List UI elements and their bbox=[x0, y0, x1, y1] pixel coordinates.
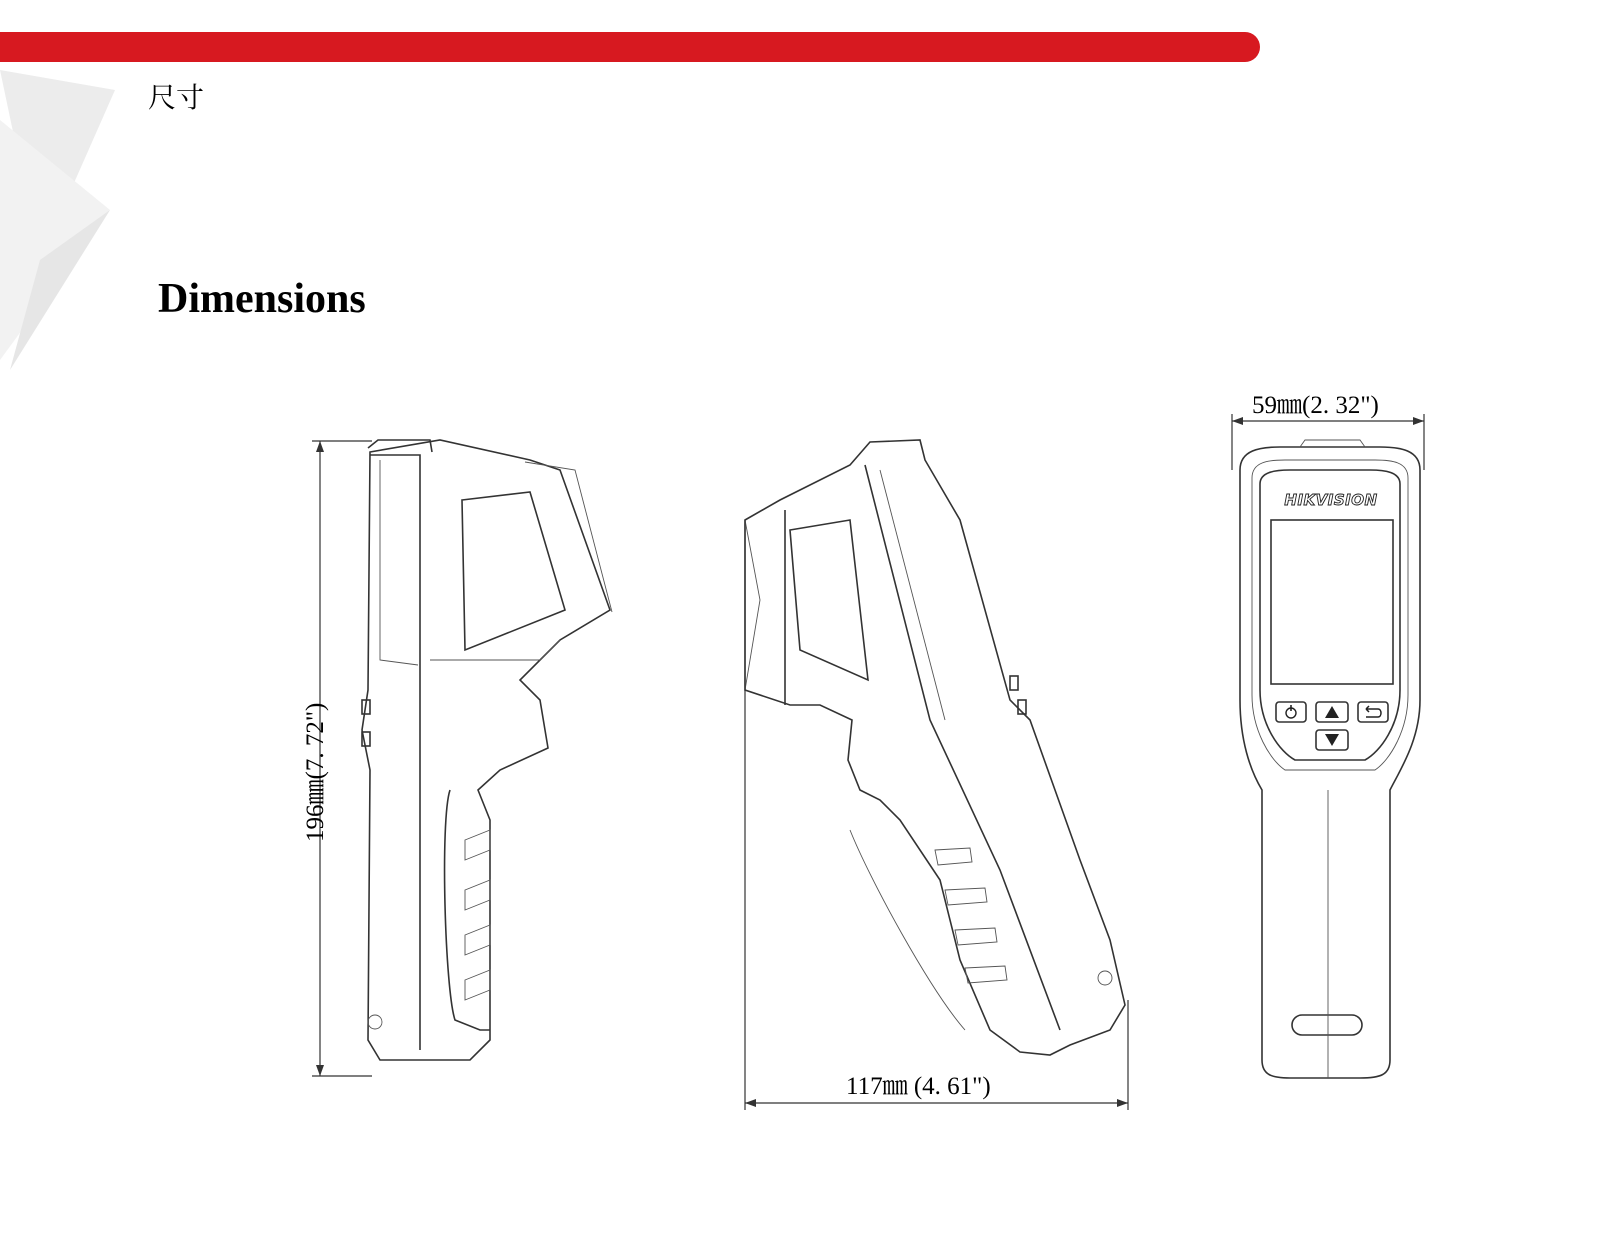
page-title: Dimensions bbox=[158, 276, 366, 322]
angled-view-drawing bbox=[745, 440, 1125, 1055]
depth-dimension-line bbox=[745, 520, 1128, 1110]
side-view-drawing bbox=[362, 440, 612, 1060]
power-button[interactable] bbox=[1276, 702, 1306, 722]
width-dimension-line bbox=[1232, 414, 1424, 470]
depth-dimension-label: 117㎜ (4. 61") bbox=[846, 1073, 991, 1100]
triangle-down-icon bbox=[1325, 734, 1339, 746]
back-arrow-icon bbox=[1366, 706, 1381, 717]
up-button[interactable] bbox=[1316, 702, 1348, 722]
down-button[interactable] bbox=[1316, 730, 1348, 750]
page-title-cn: 尺寸 bbox=[148, 81, 205, 114]
power-icon bbox=[1286, 705, 1296, 718]
brand-logo: HIKVISION bbox=[1284, 491, 1378, 509]
width-dimension-label: 59㎜(2. 32") bbox=[1252, 392, 1379, 419]
back-button[interactable] bbox=[1358, 702, 1388, 722]
height-dimension-label: 196㎜(7. 72") bbox=[302, 702, 329, 842]
triangle-up-icon bbox=[1325, 706, 1339, 718]
front-view-drawing bbox=[1240, 440, 1420, 1078]
